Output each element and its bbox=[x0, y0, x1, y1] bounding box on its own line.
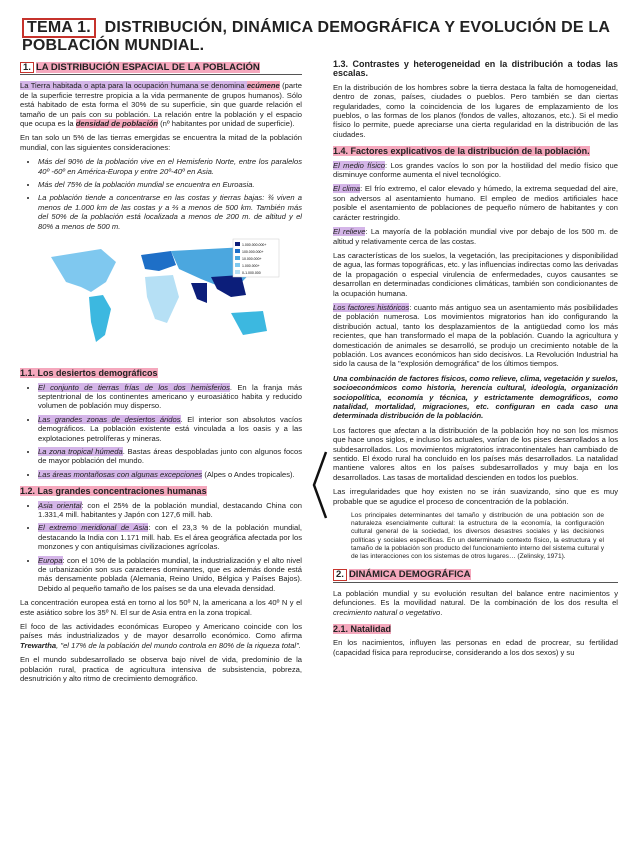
map-legend bbox=[233, 239, 279, 277]
paragraph-heterogeneity: En la distribución de los hombres sobre la tierra destaca la falta de homogeneidad, dentro de zonas, países, ciudades o pueblos. Pero también se dan ciertas regularidades, como la coincidencia de los lugares de emplazamiento de los pueblos, o las formas de los planos (fondos de valles, altozanos, etc.). Si el medio físico lo permite, puede apreciarse una cierta regularidad en la distribución de las ciudades. bbox=[333, 82, 618, 139]
page-title bbox=[22, 18, 622, 54]
paragraph-half-population: En tan solo un 5% de las tierras emergidas se encuentra la mitad de la población mundial, con las siguientes consideraciones: bbox=[20, 133, 302, 152]
paragraph-dynamics: La población mundial y su evolución resultan del balance entre nacimientos y defunciones. Es la movilidad natural. De la combinación de los dos resulta el crecimiento natural o vegetativo. bbox=[333, 588, 618, 617]
paragraph-underdeveloped: En el mundo subdesarrollado se observa bajo nivel de vida, predominio de la población rural, practica de agricultura intensiva de subsistencia, pobreza, desnutrición y alto ritmo de crecimiento demográfico. bbox=[20, 655, 302, 684]
paragraph-changing-factors: Los factores que afectan a la distribución de la población hoy no son los mismos que hace unos siglos, e incluso los actuales, varían de los pises desarrollados a los subdesarrollados. Los movimientos migratorios intracontinentales han cambiado de sentido. El éxodo rural ha concluido en los países más desarrollados. La natalidad mantiene valores altos en los países subdesarrollados y muy baja en los desarrollados. Las tasas de mortalidad descienden en todos los pueblos. bbox=[333, 425, 618, 482]
section-1-heading: 1. LA DISTRIBUCIÓN ESPACIAL DE LA POBLACIÓN bbox=[20, 62, 302, 75]
factor-physical: El medio físico: Los grandes vacíos lo son por la hostilidad del medio físico que disminuye conforme aumenta el nivel tecnológico. bbox=[333, 160, 618, 180]
tema-label: TEMA 1. bbox=[22, 18, 96, 38]
section-1-2-heading: 1.2. Las grandes concentraciones humanas bbox=[20, 486, 207, 497]
left-brace-icon bbox=[310, 450, 330, 520]
factor-historical: Los factores históricos: cuanto más antiguo sea un asentamiento más posibilidades de población numerosa. Los movimientos migratorios han ido configurando la distribución actual, tanto los desplazamientos de la antigüedad como los más recientes, que han transformado el mapa de la población. Cuando la agricultura y domesticación de animales se desarrolló, se produjo un crecimiento notable de la población. Los avances económicos han sido decisivos. La Revolución Industrial ha sido la causa de la "explosión demográfica" de los últimos tiempos. bbox=[333, 302, 618, 369]
section-1-1-heading: 1.1. Los desiertos demográficos bbox=[20, 368, 158, 379]
factor-climate: El clima: El frío extremo, el calor elevado y húmedo, la extrema sequedad del aire, son adversos al asentamiento humano. El empleo de medios artificiales hace posible el asentamiento de poblaciones de pequeño número de habitantes y con carácter restringido. bbox=[333, 184, 618, 222]
section-2-heading: 2. DINÁMICA DEMOGRÁFICA bbox=[333, 569, 618, 582]
list-item: • La población tiende a concentrarse en las costas y tierras bajas: ¾ viven a menos de 1.000 km de las costas y a ⅔ a menos de 500 km. También más del 50% de la población está localizada a menos de 200 m. de altitud y el 80% a menos de 500 m. bbox=[38, 193, 302, 231]
paragraph-combination: Una combinación de factores físicos, como relieve, clima, vegetación y suelos, socioeconómicos como historia, herencia cultural, ideología, organización sociopolítica, economía y técnica, y estrictamente demográficos, como natalidad, mortalidad, migraciones, etc. configuran en cada caso una determinada distribución de la población. bbox=[333, 373, 618, 421]
factor-relief: El relieve: La mayoría de la población mundial vive por debajo de los 500 m. de altitud y relativamente cerca de las costas. bbox=[333, 227, 618, 246]
deserts-list bbox=[20, 383, 302, 480]
legend-label: 100.000.000+ bbox=[242, 250, 264, 255]
list-item: • Más del 75% de la población mundial se encuentra en Euroasia. bbox=[38, 180, 302, 189]
considerations-list bbox=[20, 157, 302, 231]
list-item: • Las grandes zonas de desiertos áridos. El interior son absolutos vacíos demográficos. La población existente está vinculada a los oasis y a las explotaciones petrolíferas y mineras. bbox=[38, 415, 302, 443]
title-line-2: POBLACIÓN MUNDIAL. bbox=[22, 37, 205, 54]
legend-label: 0-1.000.000 bbox=[242, 271, 261, 276]
paragraph-soils: Las características de los suelos, la vegetación, las precipitaciones y disponibilidad de agua, las formas topográficas, etc. y las influencias indirectas como las derivadas de la propagación o especial virulencia de enfermedades, cuyos causantes se desarrollan en determinadas condiciones climáticas, también son condicionantes de la ocupación humana. bbox=[333, 250, 618, 298]
paragraph-natality: En los nacimientos, influyen las personas en edad de procrear, su fertilidad (capacidad física para reproducirse, considerando a los dos sexos) y su bbox=[333, 638, 618, 657]
list-item: • Europa: con el 10% de la población mundial, la industrialización y el alto nivel de urbanización son sus caracteres dominantes, que es además donde está más densamente poblada (Alemania, Reino Unido, Bélgica y Países Bajos). Debido al pequeño tamaño de los países se da una elevada densidad. bbox=[38, 556, 302, 594]
concentrations-list bbox=[20, 501, 302, 594]
paragraph-ecumene: La Tierra habitada o apta para la ocupación humana se denomina ecúmene (parte de la superficie terrestre propicia a la vida permanente de grupos humanos). Sólo está habitado de esta forma el 30% de su superficie, sin que guarde relación el tamaño de un país con su población. La relación entre la población y el espacio que ocupa es la densidad de población (nº habitantes por unidad de superficie). bbox=[20, 81, 302, 129]
left-column bbox=[20, 60, 302, 688]
section-1-4-heading: 1.4. Factores explicativos de la distribución de la población. bbox=[333, 146, 590, 157]
paragraph-economic-focus: El foco de las actividades económicas Europeo y Americano coincide con los países más industrializados y de mayor desarrollo económico. Como afirma Trewartha, "el 17% de la población del mundo controla en 80% de la riqueza total". bbox=[20, 622, 302, 650]
title-line-1: DISTRIBUCIÓN, DINÁMICA DEMOGRÁFICA Y EVOLUCIÓN DE LA bbox=[104, 19, 611, 36]
zelinsky-quote: Los principales determinantes del tamaño y distribución de una población son de naturaleza esencialmente cultural: la estructura de la economía, la configuración cultural general de la sociedad, los diversos desastres sociales y las decisiones políticas y sociales específicas. En un determinado contexto físico, la estructura y el tamaño de la población son producto del funcionamiento interno del sistema cultural y de las interacciones con los sistemas de otros lugares… (Zelinsky, 1971). bbox=[351, 512, 604, 561]
legend-label: 1.000.000.000+ bbox=[242, 243, 267, 248]
section-2-number: 2. bbox=[333, 569, 347, 580]
list-item: • El conjunto de tierras frías de los dos hemisferios. En la franja más septentrional de los continentes americano y euroasiático habita y reducido volumen de población muy disperso. bbox=[38, 383, 302, 411]
section-2-1-heading: 2.1. Natalidad bbox=[333, 623, 392, 634]
right-column bbox=[333, 60, 618, 662]
list-item: • Asia oriental: con el 25% de la población mundial, destacando China con 1.331,4 mill. habitantes y Japón con 127,6 mill. hab. bbox=[38, 501, 302, 520]
legend-label: 10.000.000+ bbox=[242, 257, 262, 262]
section-1-number: 1. bbox=[20, 62, 34, 73]
paragraph-latitudes: La concentración europea está en torno al los 50º N, la americana a los 40º N y el este asiático sobre los 35º N. El sur de Asia entra en la zona tropical. bbox=[20, 598, 302, 617]
legend-label: 1.000.000+ bbox=[242, 264, 260, 269]
list-item: • Más del 90% de la población vive en el Hemisferio Norte, entre los paralelos 40º -60º en América-Europa y entre 20º-40º en Asia. bbox=[38, 157, 302, 176]
world-population-map bbox=[41, 237, 281, 357]
paragraph-irregularities: Las irregularidades que hoy existen no se irán suavizando, sino que es muy probable que se agudice el proceso de concentración de la población. bbox=[333, 487, 618, 506]
list-item: • Las áreas montañosas con algunas excepciones (Alpes o Andes tropicales). bbox=[38, 470, 302, 479]
list-item: • La zona tropical húmeda. Bastas áreas despobladas junto con algunos focos de mayor población del mundo. bbox=[38, 447, 302, 466]
section-1-3-heading: 1.3. Contrastes y heterogeneidad en la distribución a todas las escalas. bbox=[333, 59, 618, 79]
list-item: • El extremo meridional de Asia: con el 23,3 % de la población mundial, destacando la India con 1.171 mill. hab. Es el área geográfica afectada por los monzones y con antiquísimas civilizaciones agrícolas. bbox=[38, 523, 302, 551]
